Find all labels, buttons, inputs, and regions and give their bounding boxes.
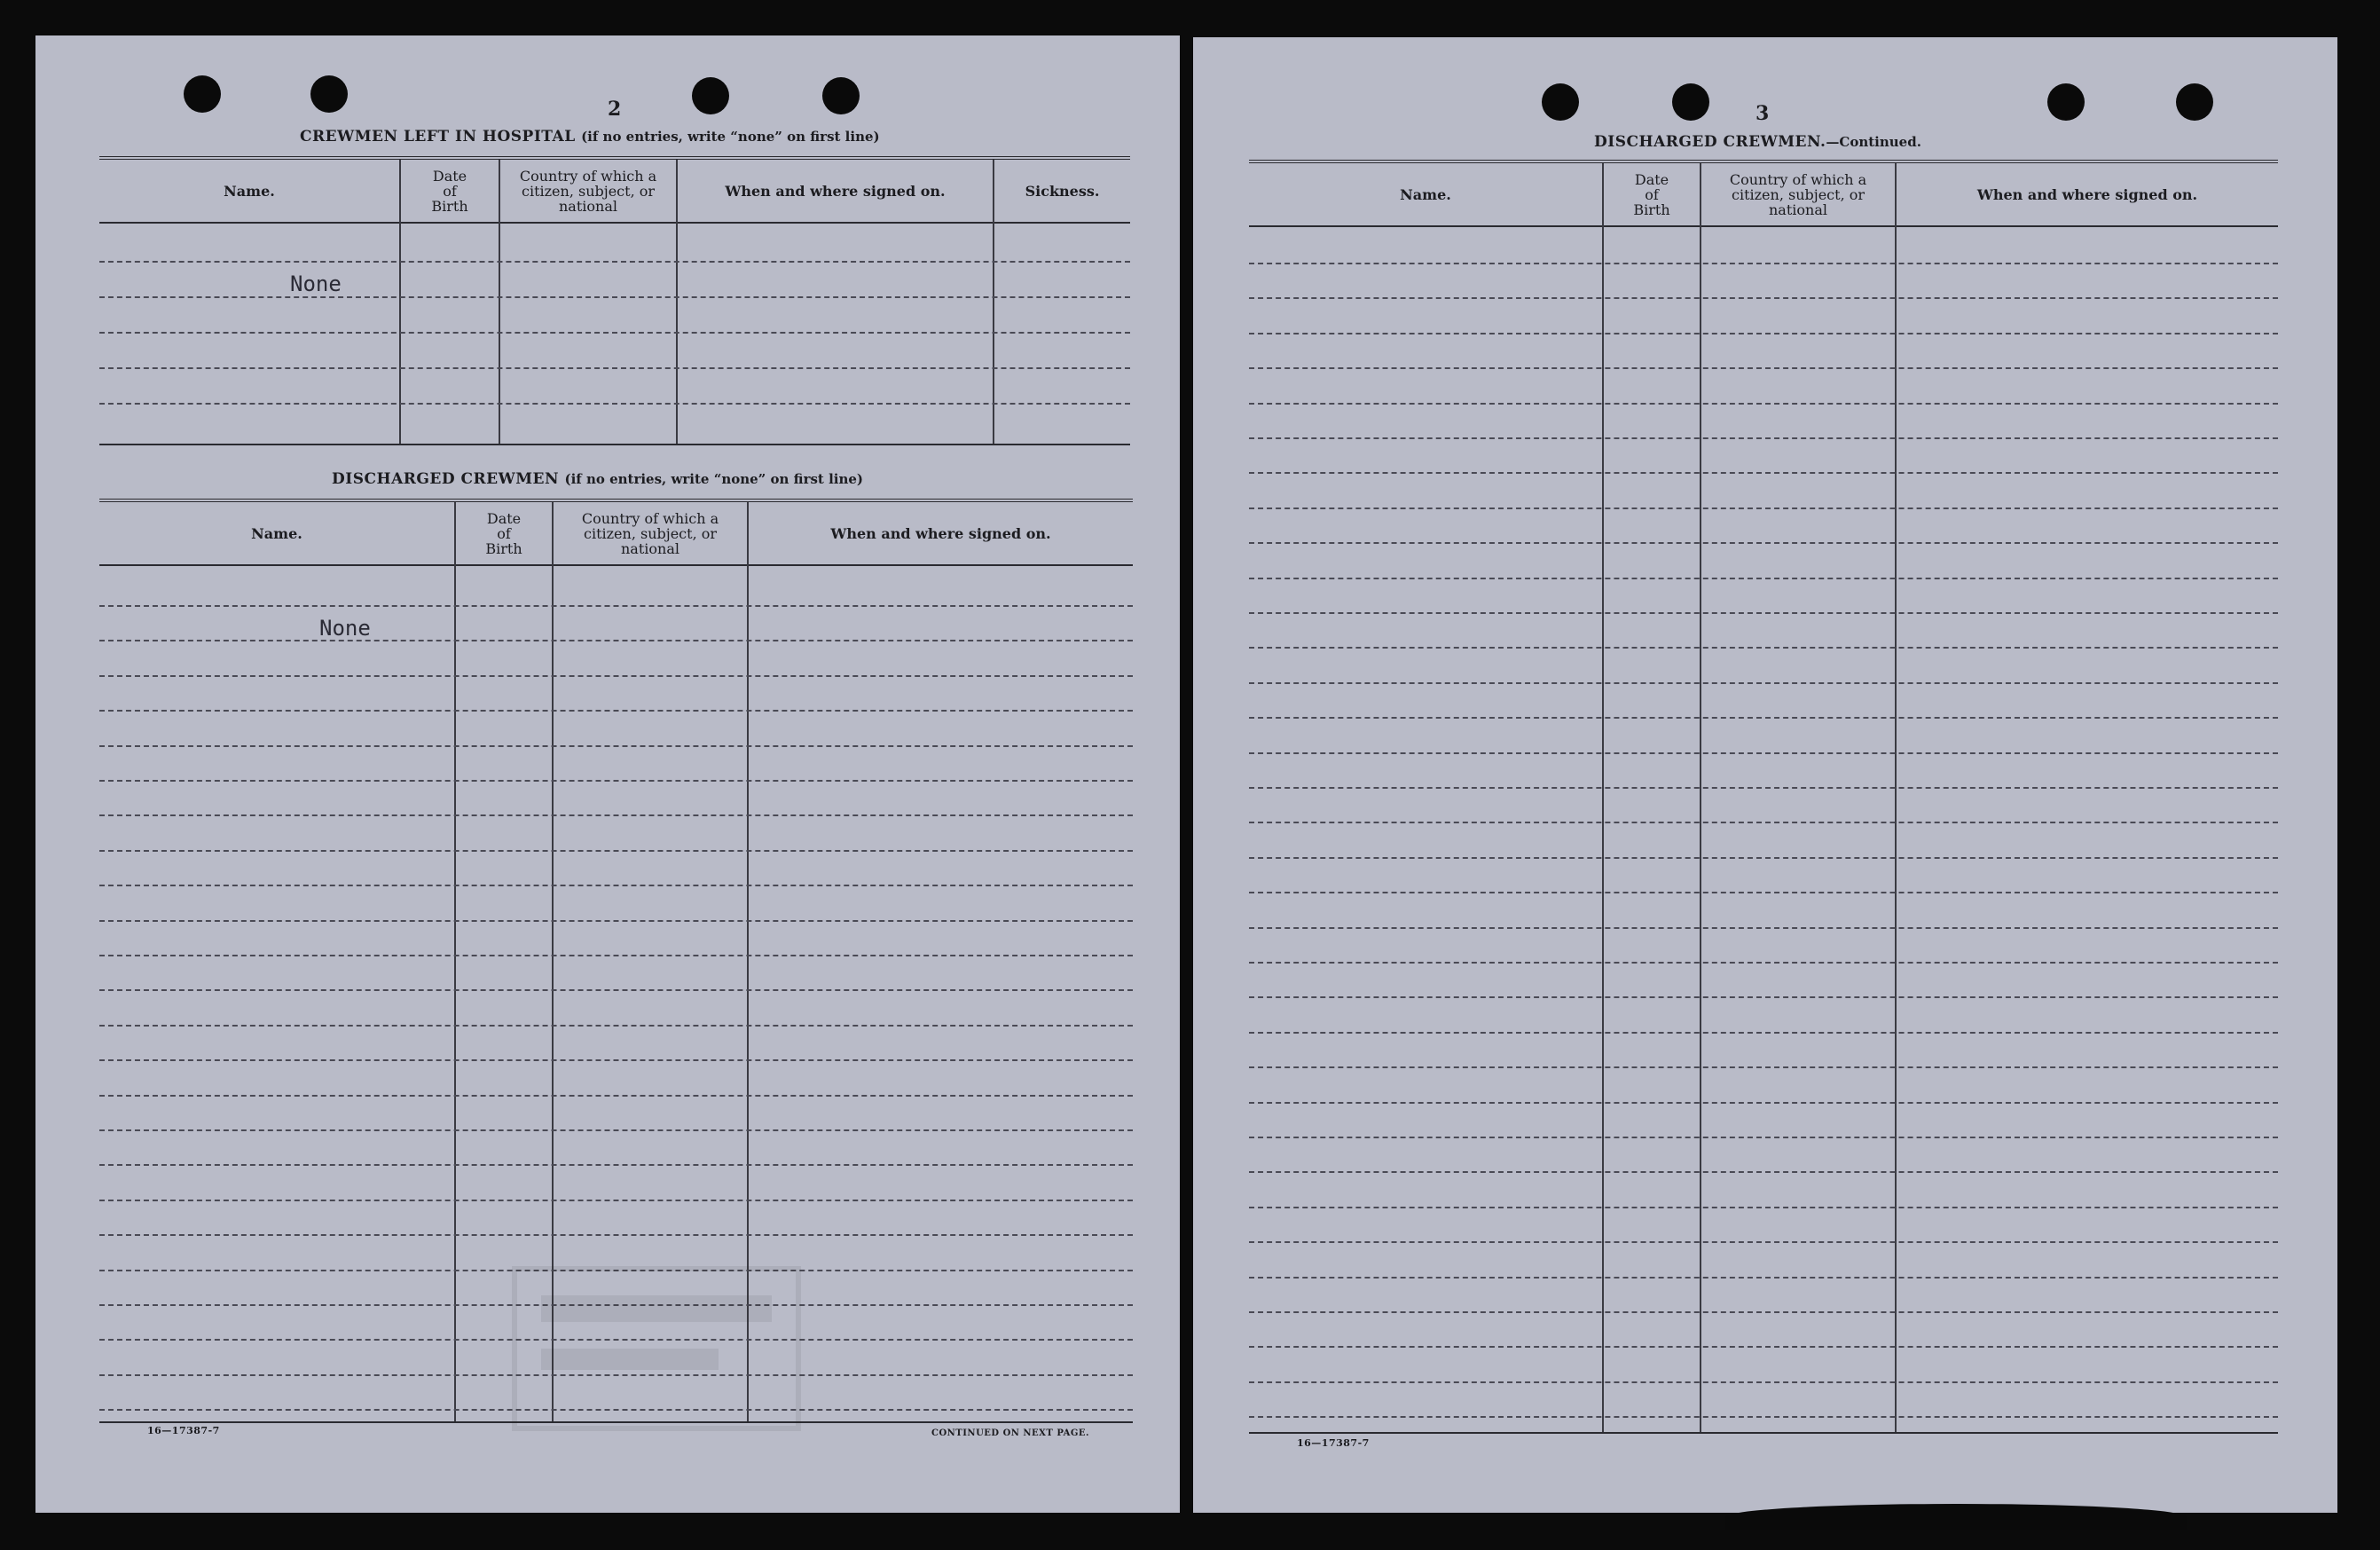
ruled-line bbox=[1249, 1137, 2278, 1138]
ruled-line bbox=[1249, 507, 2278, 509]
col-country-header: Country of which a citizen, subject, or national bbox=[581, 509, 719, 557]
ruled-line bbox=[1249, 717, 2278, 719]
ruled-line bbox=[99, 605, 1133, 607]
ruled-line bbox=[1249, 857, 2278, 859]
ruled-line bbox=[1249, 1207, 2278, 1208]
ruled-line bbox=[99, 780, 1133, 782]
col-signed-header: When and where signed on. bbox=[725, 182, 946, 200]
ruled-line bbox=[1249, 1311, 2278, 1313]
hospital-section-title: CREWMEN LEFT IN HOSPITAL (if no entries, write “none” on first line) bbox=[300, 128, 880, 146]
ruled-line bbox=[1249, 892, 2278, 893]
ruled-line bbox=[1249, 962, 2278, 964]
ruled-line bbox=[99, 367, 1130, 369]
ruled-line bbox=[99, 1234, 1133, 1236]
ruled-line bbox=[99, 850, 1133, 852]
ruled-line bbox=[1249, 752, 2278, 754]
ruled-line bbox=[99, 332, 1130, 334]
ruled-line bbox=[99, 1059, 1133, 1061]
ruled-line bbox=[1249, 542, 2278, 544]
ruled-line bbox=[1249, 297, 2278, 299]
discharged-continued-title: DISCHARGED CREWMEN.—Continued. bbox=[1594, 133, 1921, 151]
ruled-line bbox=[1249, 1102, 2278, 1104]
form-number: 16—17387-7 bbox=[147, 1425, 220, 1436]
ruled-line bbox=[1249, 367, 2278, 369]
ruled-line bbox=[1249, 1381, 2278, 1383]
ruled-line bbox=[99, 745, 1133, 747]
discharged-entry-none: None bbox=[319, 616, 371, 641]
col-sickness-header: Sickness. bbox=[1025, 182, 1100, 200]
col-country-header: Country of which a citizen, subject, or national bbox=[519, 167, 657, 215]
punch-hole bbox=[822, 77, 860, 114]
punch-hole bbox=[2176, 83, 2213, 121]
right-page bbox=[1193, 37, 2337, 1513]
punch-hole bbox=[184, 75, 221, 113]
col-dob-header: Date of Birth bbox=[485, 509, 522, 557]
ruled-line bbox=[1249, 927, 2278, 929]
ruled-line bbox=[99, 955, 1133, 956]
col-dob-header: Date of Birth bbox=[1633, 170, 1670, 218]
table-header bbox=[99, 502, 1133, 566]
col-signed-header: When and where signed on. bbox=[830, 524, 1051, 542]
ruled-line bbox=[99, 920, 1133, 922]
form-number: 16—17387-7 bbox=[1297, 1437, 1370, 1449]
ruled-line bbox=[99, 403, 1130, 405]
ruled-line bbox=[1249, 1066, 2278, 1068]
ruled-line bbox=[1249, 822, 2278, 823]
punch-hole bbox=[1672, 83, 1709, 121]
col-dob-header: Date of Birth bbox=[431, 167, 468, 215]
hospital-entry-none: None bbox=[290, 271, 342, 296]
ruled-line bbox=[1249, 682, 2278, 684]
punch-hole bbox=[1542, 83, 1579, 121]
ruled-line bbox=[99, 1025, 1133, 1027]
page-number: 3 bbox=[1756, 102, 1770, 125]
ruled-line bbox=[1249, 437, 2278, 439]
page-number: 2 bbox=[608, 98, 622, 121]
hospital-table bbox=[99, 156, 1130, 445]
ruled-line bbox=[99, 885, 1133, 886]
left-page bbox=[35, 35, 1180, 1513]
col-name-header: Name. bbox=[251, 524, 302, 542]
ruled-line bbox=[1249, 787, 2278, 789]
ruled-line bbox=[99, 640, 1133, 641]
ruled-line bbox=[1249, 1032, 2278, 1034]
ruled-line bbox=[99, 1129, 1133, 1131]
ruled-line bbox=[99, 261, 1130, 263]
scan-shadow bbox=[1725, 1504, 2187, 1530]
table-header bbox=[1249, 163, 2278, 227]
faded-stamp bbox=[506, 1260, 807, 1437]
ruled-line bbox=[1249, 403, 2278, 405]
ruled-line bbox=[99, 1200, 1133, 1201]
punch-hole bbox=[2047, 83, 2085, 121]
ruled-line bbox=[1249, 1346, 2278, 1348]
ruled-line bbox=[99, 1164, 1133, 1166]
col-signed-header: When and where signed on. bbox=[1976, 185, 2198, 203]
col-name-header: Name. bbox=[1400, 185, 1451, 203]
ruled-line bbox=[1249, 996, 2278, 998]
punch-hole bbox=[310, 75, 348, 113]
col-name-header: Name. bbox=[224, 182, 275, 200]
ruled-line bbox=[1249, 1171, 2278, 1173]
ruled-line bbox=[99, 989, 1133, 991]
ruled-line bbox=[1249, 1277, 2278, 1279]
ruled-line bbox=[99, 1095, 1133, 1097]
discharged-section-title: DISCHARGED CREWMEN (if no entries, write “none” on first line) bbox=[332, 470, 864, 488]
continued-note: CONTINUED ON NEXT PAGE. bbox=[931, 1428, 1090, 1438]
ruled-line bbox=[1249, 578, 2278, 579]
ruled-line bbox=[99, 814, 1133, 816]
ruled-line bbox=[1249, 1416, 2278, 1418]
ruled-line bbox=[99, 296, 1130, 298]
ruled-line bbox=[1249, 333, 2278, 334]
discharged-continued-table bbox=[1249, 160, 2278, 1434]
ruled-line bbox=[1249, 612, 2278, 614]
ruled-line bbox=[99, 675, 1133, 677]
ruled-line bbox=[1249, 472, 2278, 474]
ruled-line bbox=[1249, 1241, 2278, 1243]
col-country-header: Country of which a citizen, subject, or national bbox=[1729, 170, 1867, 218]
ruled-line bbox=[1249, 263, 2278, 264]
table-header bbox=[99, 160, 1130, 224]
punch-hole bbox=[692, 77, 729, 114]
ruled-line bbox=[1249, 647, 2278, 649]
ruled-line bbox=[99, 710, 1133, 712]
